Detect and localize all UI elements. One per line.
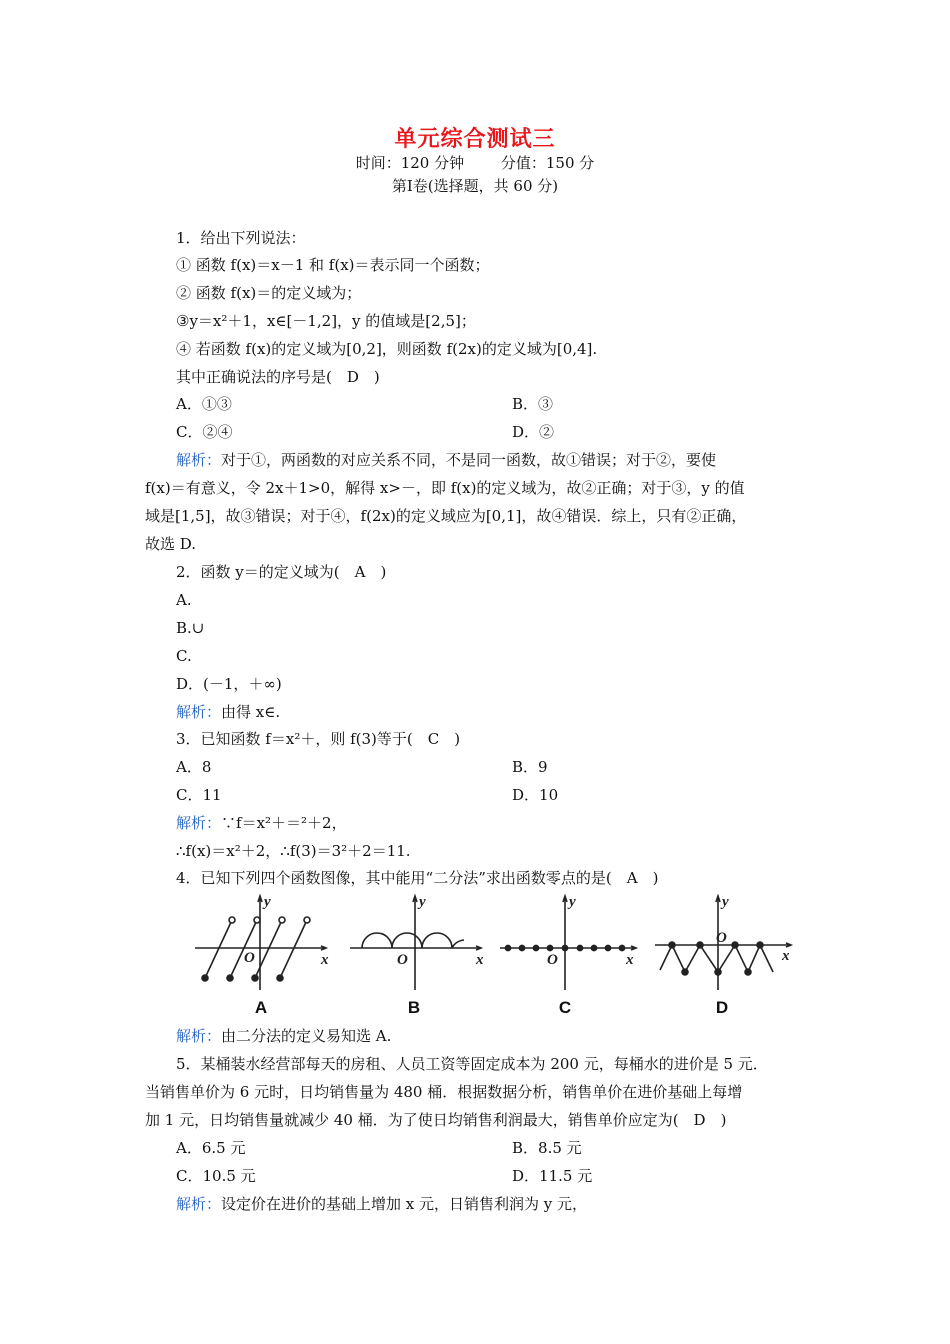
q5-stem-3: 加 1 元，日均销售量就减少 40 桶．为了使日均销售利润最大，销售单价应定为( D ): [145, 1111, 727, 1129]
solution-label: 解析：: [176, 1027, 222, 1045]
q1-solution-2: f(x)＝有意义，令 2x＋1>0，解得 x>－，即 f(x)的定义域为，故②正确；对于③，y 的值: [145, 479, 745, 497]
graph-c-caption: C: [558, 998, 572, 1017]
graph-d-caption: D: [715, 998, 729, 1017]
section-heading: 第Ⅰ卷(选择题，共 60 分): [391, 177, 559, 195]
graph-d-origin: O: [716, 930, 727, 946]
solution-label: 解析：: [176, 451, 222, 469]
graph-b-caption: B: [407, 998, 421, 1017]
graph-a-y-label: y: [264, 894, 271, 910]
q2-option-c: C.: [176, 647, 192, 665]
solution-label: 解析：: [176, 814, 222, 832]
q4-function-graphs: [190, 890, 800, 995]
q5-option-c: C．10.5 元: [176, 1167, 256, 1185]
q1-statement-2: ② 函数 f(x)＝的定义域为；: [176, 284, 362, 302]
q1-statement-3: ③y＝x²＋1，x∈[－1,2]，y 的值域是[2,5]；: [176, 312, 476, 330]
q3-option-c: C．11: [176, 786, 222, 804]
q1-statement-1: ① 函数 f(x)＝x－1 和 f(x)＝表示同一个函数；: [176, 256, 490, 274]
q3-option-d: D．10: [512, 786, 559, 804]
graph-b-origin: O: [397, 952, 408, 968]
q1-solution-3: 域是[1,5]，故③错误；对于④，f(2x)的定义域应为[0,1]，故④错误．综上，只有②正确，: [145, 507, 747, 525]
graph-d-x-label: x: [782, 948, 790, 964]
page-title: 单元综合测试三: [394, 126, 556, 152]
q3-solution-2: ∴f(x)＝x²＋2，∴f(3)＝3²＋2＝11.: [176, 842, 411, 860]
q2-stem: 2．函数 y＝的定义域为( A ): [176, 563, 387, 581]
graph-a: [195, 896, 326, 990]
graph-c-x-label: x: [626, 952, 634, 968]
graph-c-origin: O: [547, 952, 558, 968]
q1-ask: 其中正确说法的序号是( D ): [176, 368, 380, 386]
q5-stem-1: 5．某桶装水经营部每天的房租、人员工资等固定成本为 200 元，每桶水的进价是 5 元．: [176, 1055, 768, 1073]
q4-solution: 解析：由二分法的定义易知选 A.: [176, 1027, 392, 1045]
q5-solution: 解析：设定价在进价的基础上增加 x 元，日销售利润为 y 元，: [176, 1195, 588, 1213]
solution-label: 解析：: [176, 1195, 222, 1213]
q2-option-a: A.: [176, 591, 192, 609]
graph-b-x-label: x: [476, 952, 484, 968]
graph-d-y-label: y: [722, 894, 729, 910]
q1-option-c: C．②④: [176, 423, 233, 441]
graph-c-y-label: y: [569, 894, 576, 910]
exam-time: 时间：120 分钟: [355, 154, 465, 172]
q2-solution: 解析：由得 x∈.: [176, 703, 281, 721]
q1-statement-4: ④ 若函数 f(x)的定义域为[0,2]，则函数 f(2x)的定义域为[0,4].: [176, 340, 598, 358]
q1-solution-4: 故选 D.: [145, 535, 197, 553]
q1-option-a: A．①③: [176, 395, 232, 413]
q3-solution-1: 解析：∵f＝x²＋＝²＋2，: [176, 814, 347, 832]
graph-c: [500, 896, 636, 990]
q3-stem: 3．已知函数 f＝x²＋，则 f(3)等于( C ): [176, 730, 461, 748]
q1-option-b: B．③: [512, 395, 554, 413]
q5-option-b: B．8.5 元: [512, 1139, 582, 1157]
q5-stem-2: 当销售单价为 6 元时，日均销售量为 480 桶．根据数据分析，销售单价在进价基础上每增: [145, 1083, 743, 1101]
exam-meta: [0, 152, 950, 173]
q2-option-d: D．(－1，＋∞): [176, 675, 282, 693]
q2-option-b: B.∪: [176, 619, 205, 637]
q4-stem: 4．已知下列四个函数图像，其中能用“二分法”求出函数零点的是( A ): [176, 869, 659, 887]
graph-a-origin: O: [244, 950, 255, 966]
q5-option-a: A．6.5 元: [176, 1139, 246, 1157]
q1-stem: 1．给出下列说法：: [176, 229, 306, 247]
graph-a-x-label: x: [321, 952, 329, 968]
solution-label: 解析：: [176, 703, 222, 721]
graph-b-y-label: y: [419, 894, 426, 910]
graph-a-caption: A: [254, 998, 268, 1017]
q1-solution-1: 解析：对于①，两函数的对应关系不同，不是同一函数，故①错误；对于②，要使: [176, 451, 717, 469]
q3-option-a: A．8: [176, 758, 212, 776]
q5-option-d: D．11.5 元: [512, 1167, 593, 1185]
q3-option-b: B．9: [512, 758, 548, 776]
graph-b: [350, 896, 481, 990]
q1-option-d: D．②: [512, 423, 555, 441]
exam-score: 分值：150 分: [500, 154, 595, 172]
